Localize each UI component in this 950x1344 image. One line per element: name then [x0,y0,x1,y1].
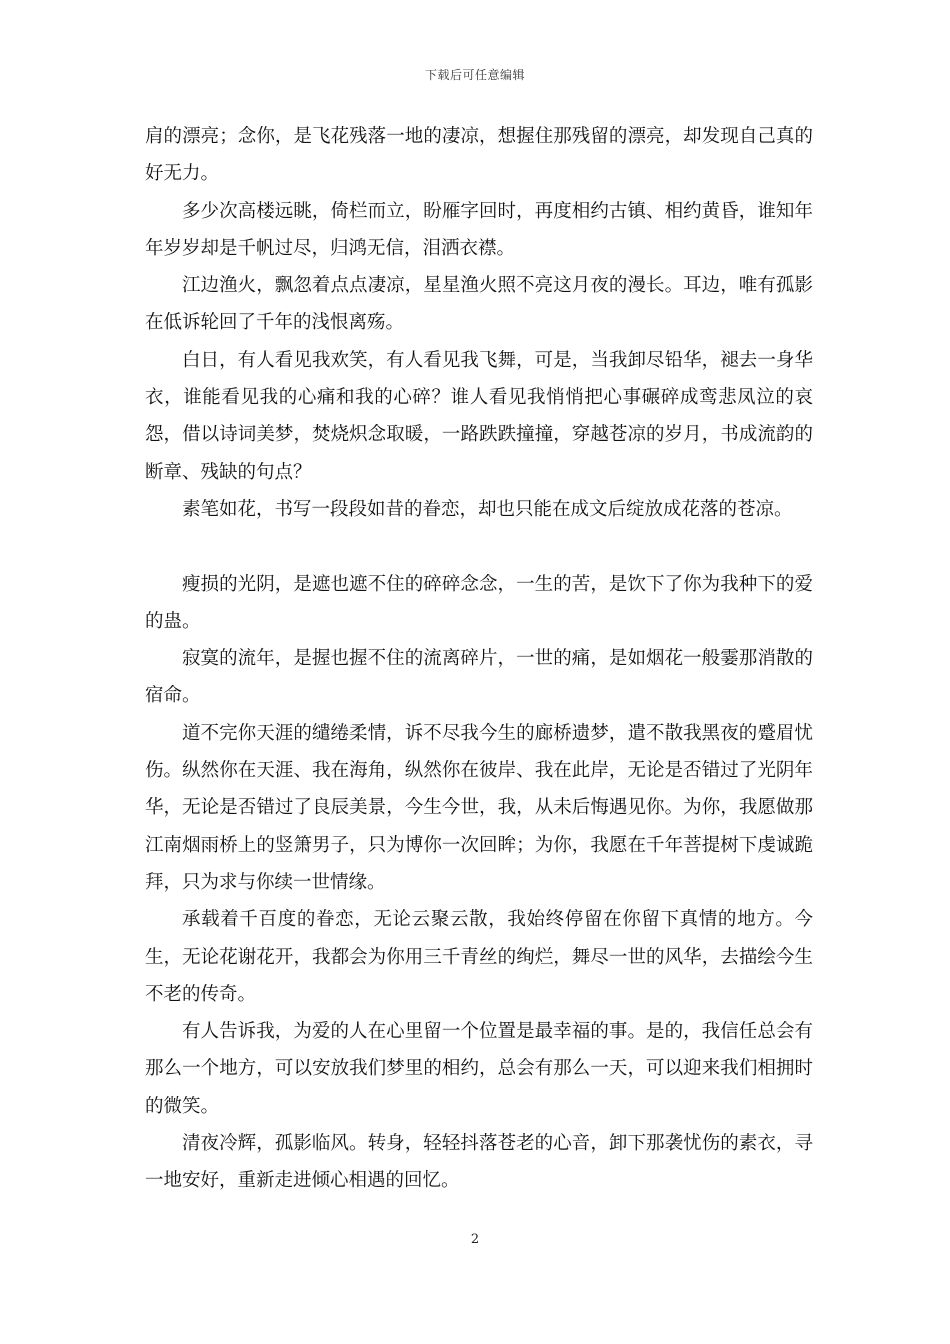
paragraph-9: 承载着千百度的眷恋，无论云聚云散，我始终停留在你留下真情的地方。今生，无论花谢花开，我都会为你用三千青丝的绚烂，舞尽一世的风华，去描绘今生不老的传奇。 [145,909,813,1005]
page-number: 2 [470,1232,480,1247]
paragraph-11: 清夜冷辉，孤影临风。转身，轻轻抖落苍老的心音，卸下那袭忧伤的素衣，寻一地安好，重新走进倾心相遇的回忆。 [145,1133,813,1192]
paragraph-spacer [145,528,813,565]
paragraph-2: 多少次高楼远眺，倚栏而立，盼雁字回时，再度相约古镇、相约黄昏，谁知年年岁岁却是千帆过尽，归鸿无信，泪洒衣襟。 [145,200,813,259]
paragraph-8: 道不完你天涯的缱绻柔情，诉不尽我今生的廊桥遗梦，遣不散我黑夜的蹙眉忧伤。纵然你在天涯、我在海角，纵然你在彼岸、我在此岸，无论是否错过了光阴年华，无论是否错过了良辰美景，今生今世，我，从未后悔遇见你。为你，我愿做那江南烟雨桥上的竖箫男子，只为博你一次回眸；为你，我愿在千年菩提树下虔诚跪拜，只为求与你续一世情缘。 [145,722,813,893]
paragraph-10: 有人告诉我，为爱的人在心里留一个位置是最幸福的事。是的，我信任总会有那么一个地方，可以安放我们梦里的相约，总会有那么一天，可以迎来我们相拥时的微笑。 [145,1021,813,1117]
document-body [145,118,813,1200]
paragraph-1: 肩的漂亮；念你，是飞花残落一地的凄凉，想握住那残留的漂亮，却发现自己真的好无力。 [145,126,813,185]
paragraph-3: 江边渔火，飘忽着点点凄凉，星星渔火照不亮这月夜的漫长。耳边，唯有孤影在低诉轮回了千年的浅恨离殇。 [145,275,813,334]
paragraph-7: 寂寞的流年，是握也握不住的流离碎片，一世的痛，是如烟花一般霎那消散的宿命。 [145,648,813,707]
paragraph-4: 白日，有人看见我欢笑，有人看见我飞舞，可是，当我卸尽铅华，褪去一身华衣，谁能看见我的心痛和我的心碎？谁人看见我悄悄把心事碾碎成鸾悲凤泣的哀怨，借以诗词美梦，焚烧炽念取暖，一路跌跌撞撞，穿越苍凉的岁月，书成流韵的断章、残缺的句点？ [145,349,813,483]
paragraph-6: 瘦损的光阴，是遮也遮不住的碎碎念念，一生的苦，是饮下了你为我种下的爱的蛊。 [145,573,813,632]
page-header: 下载后可任意编辑 [424,68,525,82]
paragraph-5: 素笔如花，书写一段段如昔的眷恋，却也只能在成文后绽放成花落的苍凉。 [182,498,793,520]
